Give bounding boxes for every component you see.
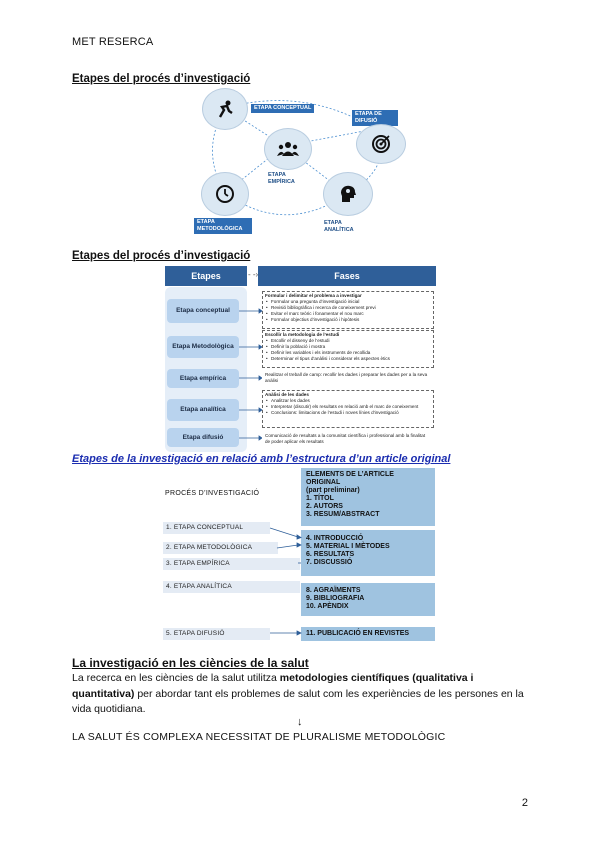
list-item: • Formular objectius d’investigació i hipòtesis xyxy=(265,317,431,323)
list-item: 5. MATERIAL I MÈTODES xyxy=(306,543,390,550)
list-item: 9. BIBLIOGRAFIA xyxy=(306,595,365,602)
list-item: 8. AGRAÏMENTS xyxy=(306,587,361,594)
runner-icon xyxy=(202,88,248,130)
section4-title: La investigació en les ciències de la salut xyxy=(72,656,309,670)
list-item: • Analitzar les dades xyxy=(265,398,431,404)
fase-metodologica-head: Escollir la metodologia de l’estudi xyxy=(265,332,340,337)
para-bold: metodologies científiques (qualitativa i quantitativa) xyxy=(72,672,474,700)
stage-empirica: Etapa empírica xyxy=(167,369,239,388)
list-item: 4. INTRODUCCIÓ xyxy=(306,535,364,542)
stage-label-difusio: ETAPA DE DIFUSIÓ xyxy=(352,110,398,126)
list-item: 6. RESULTATS xyxy=(306,551,355,558)
list-item: 2. AUTORS xyxy=(306,503,343,510)
fase-difusio-text: Comunicació de resultats a la comunitat científica i professional amb la finalitat de poder aplicar els resultats xyxy=(265,433,426,444)
list-item: • Escollir el disseny de l’estudi xyxy=(265,338,431,344)
stage-analitica: Etapa analítica xyxy=(167,399,239,421)
section3-title: Etapes de la investigació en relació amb l’estructura d’un article original xyxy=(72,453,451,465)
people-icon xyxy=(264,128,312,170)
list-item: • Interpretar (discutir) els resultats en relació amb el marc de coneixement xyxy=(265,404,431,410)
stage-conceptual: Etapa conceptual xyxy=(167,299,239,323)
fase-conceptual-head: Formular i delimitar el problema a investigar xyxy=(265,293,362,298)
fase-difusio xyxy=(262,431,434,449)
list-item: • Definir la població i mostra xyxy=(265,344,431,350)
stage-label-analitica: ETAPA ANALÍTICA xyxy=(324,220,354,233)
list-item: • Determinar el tipus d’anàlisi i considerar els aspectes ètics xyxy=(265,356,431,362)
article-box-preliminary xyxy=(301,468,435,526)
list-item: 11. PUBLICACIÓ EN REVISTES xyxy=(306,630,410,637)
process-item-analitica: 4. ETAPA ANALÍTICA xyxy=(163,581,300,593)
list-item: • Revisió bibliogràfica i recerca de coneixement previ xyxy=(265,305,431,311)
section2-title: Etapes del procés d’investigació xyxy=(72,250,251,262)
list-item: • Formular una pregunta d’investigació inicial xyxy=(265,299,431,305)
section1-title: Etapes del procés d’investigació xyxy=(72,73,251,85)
article-box-publication xyxy=(301,627,435,641)
article-box-annexes xyxy=(301,583,435,616)
fase-empirica-text: Realitzar el treball de camp: recollir les dades i preparar les dades per a la seva anàlisi xyxy=(265,372,428,383)
target-icon xyxy=(356,124,406,164)
article-arrows xyxy=(260,520,302,640)
clock-icon xyxy=(201,172,249,216)
fase-analitica-head: Anàlisi de les dades xyxy=(265,392,309,397)
document-header: MET RESERCA xyxy=(72,36,154,48)
para-text-b: per abordar tant els problemes de salut com les experiències de les persones en la vida quotidiana. xyxy=(72,687,524,715)
stage-label-metodologica: ETAPA METODOLÒGICA xyxy=(194,218,252,234)
head-gears-icon xyxy=(323,172,373,216)
stage-label-empirica: ETAPA EMPÍRICA xyxy=(268,172,295,185)
box-head: ELEMENTS DE L’ARTICLE ORIGINAL xyxy=(306,471,394,486)
process-item-difusio: 5. ETAPA DIFUSIÓ xyxy=(163,628,270,640)
fase-conceptual xyxy=(262,291,434,329)
list-item: • Conclusions: limitacions de l’estudi i noves línies d’investigació xyxy=(265,410,431,416)
stage-arrows xyxy=(239,290,263,450)
process-item-empirica: 3. ETAPA EMPÍRICA xyxy=(163,558,300,570)
page-number: 2 xyxy=(521,797,528,809)
body-paragraph xyxy=(72,671,532,718)
fase-metodologica xyxy=(262,330,434,368)
article-box-body xyxy=(301,530,435,576)
stage-label-conceptual: ETAPA CONCEPTUAL xyxy=(251,104,314,113)
box-sub: (part preliminar) xyxy=(306,487,360,494)
list-item: 3. RESUM/ABSTRACT xyxy=(306,511,380,518)
para-text-a: La recerca en les ciències de la salut utilitza xyxy=(72,672,280,684)
stage-metodologica: Etapa Metodològica xyxy=(167,336,239,358)
down-arrow-icon: ↓ xyxy=(297,716,303,728)
conclusion-text: LA SALUT ÉS COMPLEXA NECESSITAT DE PLURALISME METODOLÒGIC xyxy=(72,731,446,743)
list-item: 1. TÍTOL xyxy=(306,495,334,502)
stage-difusio: Etapa difusió xyxy=(167,428,239,447)
list-item: 7. DISCUSSIÓ xyxy=(306,559,353,566)
proces-label: PROCÉS D’INVESTIGACIÓ xyxy=(165,490,260,497)
column-header-fases: Fases xyxy=(258,266,436,286)
fase-empirica xyxy=(262,370,434,388)
list-item: • Definir les variables i els instruments de recollida xyxy=(265,350,431,356)
list-item: 10. APÈNDIX xyxy=(306,603,349,610)
column-header-etapes: Etapes xyxy=(165,266,247,286)
list-item: • Evitar el marc teòric i fonamentar el nou marc xyxy=(265,311,431,317)
arrow-right-icon: - -› xyxy=(248,270,259,279)
process-item-conceptual: 1. ETAPA CONCEPTUAL xyxy=(163,522,270,534)
process-item-metodologica: 2. ETAPA METODOLÒGICA xyxy=(163,542,278,554)
fase-analitica xyxy=(262,390,434,428)
